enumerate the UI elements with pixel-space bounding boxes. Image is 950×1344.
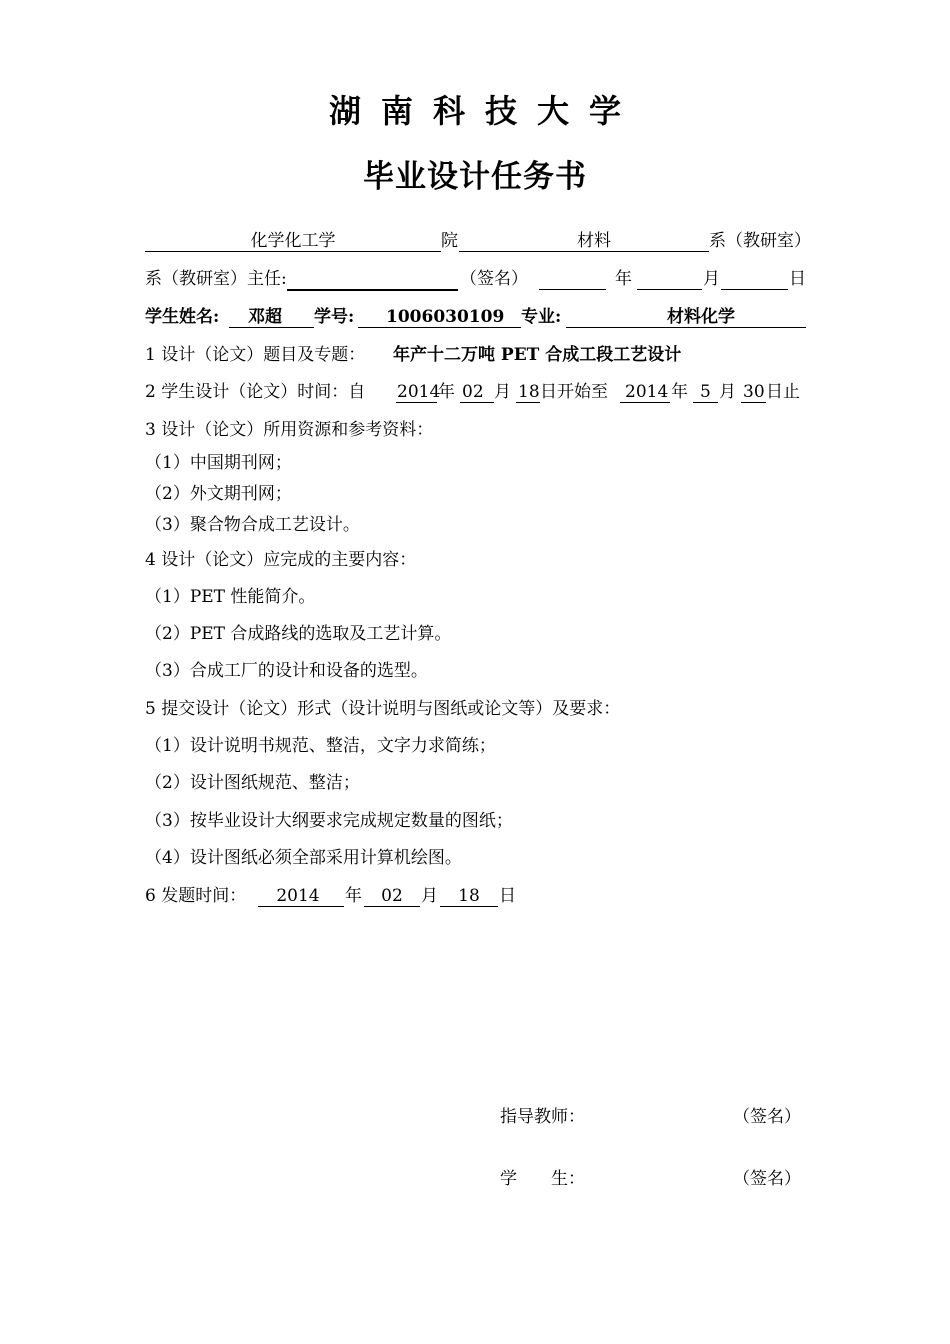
student-id-label: 学号: [314,307,355,327]
section-5-label: 5 提交设计（论文）形式（设计说明与图纸或论文等）及要求： [145,699,621,719]
major-value: 材料化学 [667,307,735,327]
year-char: 年 [615,269,632,289]
section-1-label: 1 设计（论文）题目及专题： [145,345,366,365]
issue-day-char: 日 [499,886,516,906]
start-year-char: 年 [438,382,455,402]
dept-value: 材料 [577,231,611,251]
issue-month: 02 [381,886,403,906]
director-sign-label: （签名） [460,269,528,289]
student-name-label: 学生姓名: [145,307,220,327]
end-year-char: 年 [671,382,688,402]
advisor-sign-label: （签名） [733,1107,801,1127]
list-item: （2）设计图纸规范、整洁； [145,773,360,793]
section-3-label: 3 设计（论文）所用资源和参考资料： [145,420,434,440]
start-year: 2014 [397,382,441,402]
list-item: （2）PET 合成路线的选取及工艺计算。 [145,624,452,644]
list-item: （3）按毕业设计大纲要求完成规定数量的图纸； [145,811,513,831]
section-4-label: 4 设计（论文）应完成的主要内容： [145,550,417,570]
end-year: 2014 [625,382,669,402]
month-underline [637,289,702,290]
section-2-end: 日止 [766,382,800,402]
year-underline [539,289,606,290]
director-label: 系（教研室）主任: [145,269,287,289]
student-sign-label: 学 生： [500,1169,585,1189]
list-item: （3）聚合物合成工艺设计。 [145,515,360,535]
student-sign-hint: （签名） [733,1169,801,1189]
list-item: （2）外文期刊网； [145,484,292,504]
end-month: 5 [700,382,711,402]
issue-year: 2014 [276,886,320,906]
month-char: 月 [703,269,720,289]
document-title: 毕业设计任务书 [363,159,587,195]
dept-suffix: 系（教研室） [709,231,811,251]
college-value: 化学化工学 [250,231,336,251]
start-month-char: 月 [494,382,511,402]
issue-month-char: 月 [421,886,438,906]
list-item: （1）中国期刊网； [145,453,292,473]
advisor-label: 指导教师： [500,1107,585,1127]
issue-day: 18 [458,886,480,906]
university-title: 湖南科技大学 [328,92,641,130]
start-day: 18 [518,382,540,402]
start-month: 02 [462,382,484,402]
major-label: 专业: [521,307,562,327]
student-id: 1006030109 [386,307,505,327]
list-item: （1）设计说明书规范、整洁，文字力求简练； [145,736,496,756]
end-day: 30 [743,382,765,402]
list-item: （1）PET 性能简介。 [145,587,316,607]
student-name: 邓超 [248,307,282,327]
section-2-mid: 日开始至 [540,382,608,402]
day-char: 日 [789,269,806,289]
end-month-char: 月 [719,382,736,402]
day-underline [721,289,788,290]
college-suffix: 院 [441,231,458,251]
section-2-label: 2 学生设计（论文）时间：自 [145,382,366,402]
director-underline [287,289,458,291]
list-item: （3）合成工厂的设计和设备的选型。 [145,661,428,681]
section-6-label: 6 发题时间： [145,886,247,906]
section-1-topic: 年产十二万吨 PET 合成工段工艺设计 [393,345,682,365]
issue-year-char: 年 [345,886,362,906]
list-item: （4）设计图纸必须全部采用计算机绘图。 [145,848,462,868]
